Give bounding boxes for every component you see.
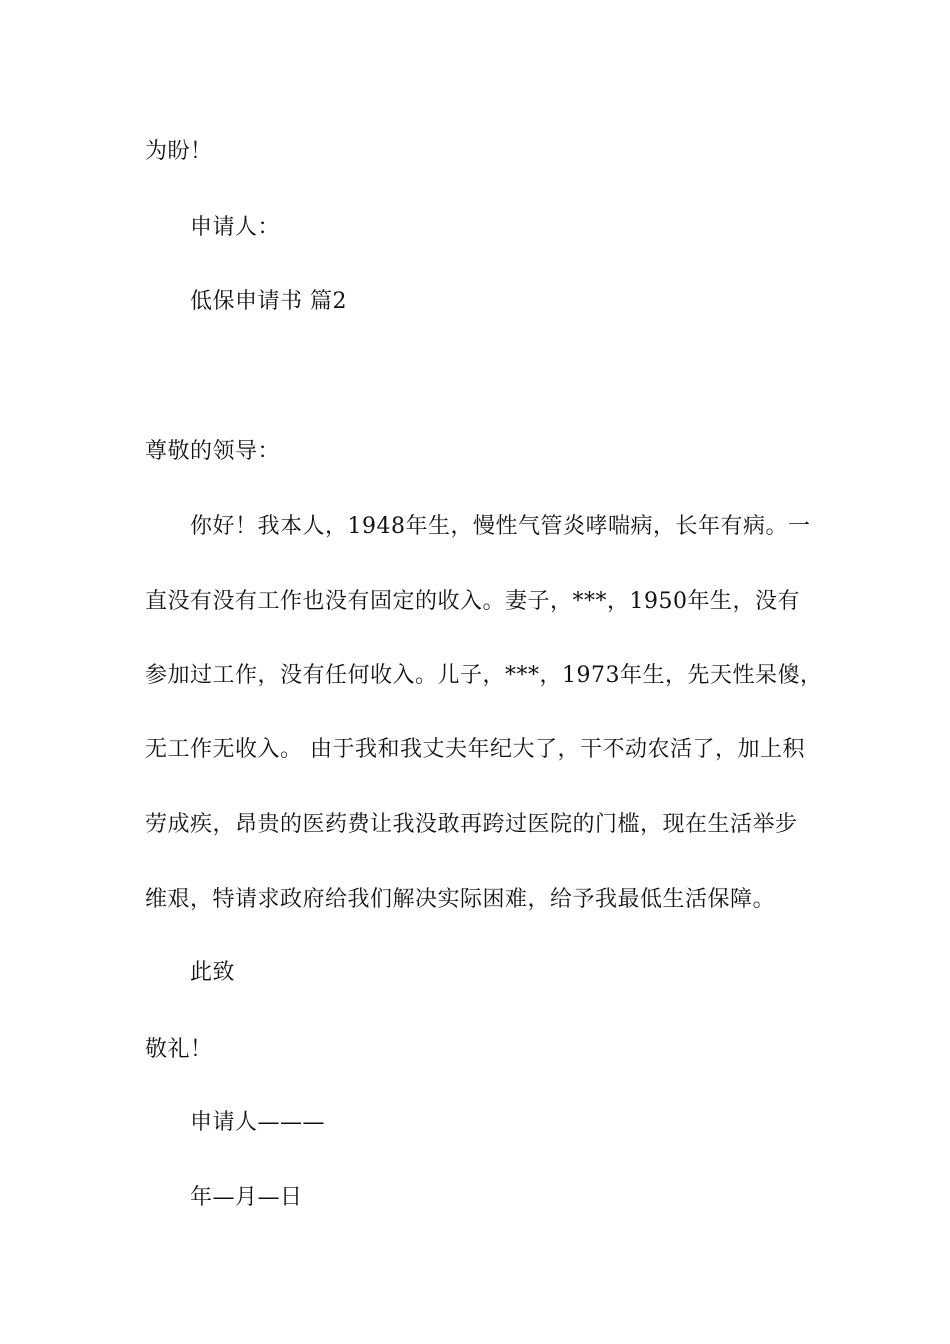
closing-line: 为盼！ [145, 139, 213, 164]
body-line: 劳成疾，昂贵的医药费让我没敢再跨过医院的门槛，现在生活举步 [145, 812, 798, 837]
body-line: 你好！我本人，1948年生，慢性气管炎哮喘病，长年有病。一 [190, 514, 811, 539]
body-line: 无工作无收入。 由于我和我丈夫年纪大了，干不动农活了，加上积 [145, 737, 805, 762]
date-line: 年—月—日 [190, 1185, 303, 1210]
body-line: 维艰，特请求政府给我们解决实际困难，给予我最低生活保障。 [145, 887, 776, 912]
section-heading: 低保申请书 篇2 [190, 289, 347, 314]
applicant-label: 申请人： [190, 215, 281, 240]
closing-salute: 敬礼！ [145, 1037, 213, 1062]
body-line: 参加过工作，没有任何收入。儿子，***，1973年生，先天性呆傻， [145, 663, 823, 688]
salutation: 尊敬的领导： [145, 439, 281, 464]
body-line: 直没有没有工作也没有固定的收入。妻子，***，1950年生，没有 [145, 589, 800, 614]
applicant-signature: 申请人——— [190, 1110, 326, 1135]
closing-phrase: 此致 [190, 960, 236, 985]
